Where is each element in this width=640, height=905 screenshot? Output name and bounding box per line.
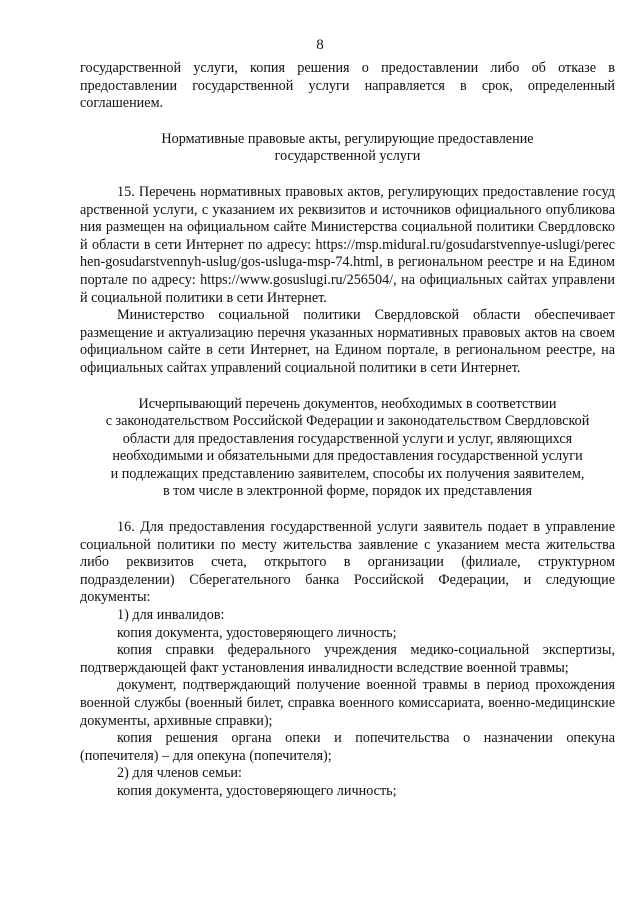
list-title-family: 2) для членов семьи: [117, 765, 242, 782]
heading-line: Исчерпывающий перечень документов, необходимых в соответствии [138, 395, 557, 412]
list-item: копия справки федерального учреждения медико-социальной экспертизы, подтверждающей факт установления инвалидности вследствие военной травмы; [80, 642, 615, 676]
heading-line: в том числе в электронной форме, порядок их представления [162, 483, 533, 500]
paragraph-16: 16. Для предоставления государственной услуги заявитель подает в управление социальной политики по месту жительства заявление с указанием места жительства либо реквизитов счета, открытого в организации (филиале, структурном подразделении) Сберегательного банка Российской Федерации, и следующие документы: [80, 519, 615, 606]
heading-line: необходимыми и обязательными для предоставления государственной услуги [112, 448, 583, 465]
paragraph-15-second: Министерство социальной политики Свердловской области обеспечивает размещение и актуализацию перечня указанных нормативных правовых актов на своем официальном сайте в сети Интернет, на Едином портале, в региональном реестре, на официальных сайтах управлений социальной политики в сети Интернет. [80, 307, 615, 376]
heading-line: и подлежащих представлению заявителем, способы их получения заявителем, [110, 465, 585, 482]
list-item: копия решения органа опеки и попечительства о назначении опекуна (попечителя) – для опекуна (попечителя); [80, 730, 615, 764]
heading-line: государственной услуги [274, 148, 421, 165]
heading-line: Нормативные правовые акты, регулирующие предоставление [161, 130, 534, 147]
list-title-invalids: 1) для инвалидов: [117, 607, 225, 624]
list-item: копия документа, удостоверяющего личность; [117, 782, 397, 799]
section-heading-documents [80, 396, 615, 502]
heading-line: с законодательством Российской Федерации и законодательством Свердловской [105, 413, 590, 430]
heading-line: области для предоставления государственной услуги и услуг, являющихся [122, 430, 573, 447]
paragraph-15: 15. Перечень нормативных правовых актов, регулирующих предоставление государственной услуги, с указанием их реквизитов и источников официального опубликования размещен на официальном сайте Министерства социальной политики Свердловской области в сети Интернет по адресу: https://msp.midural.ru/gosudarstvennye-uslugi/perechen-gosudarstvennyh-uslug/gos-usluga-msp-74.html, в региональном реестре и на Едином портале по адресу: https://www.gosuslugi.ru/256504/, на официальных сайтах управлений социальной политики в сети Интернет. [80, 183, 615, 306]
list-item: копия документа, удостоверяющего личность; [117, 624, 397, 641]
document-body [80, 60, 615, 801]
intro-paragraph: государственной услуги, копия решения о предоставлении либо об отказе в предоставлении государственной услуги направляется в срок, определенный соглашением. [80, 60, 615, 112]
list-item: документ, подтверждающий получение военной травмы в период прохождения военной службы (военный билет, справка военного комиссариата, военно-медицинские документы, архивные справки); [80, 677, 615, 729]
section-heading-legal-acts [80, 131, 615, 166]
page-number: 8 [316, 37, 324, 53]
